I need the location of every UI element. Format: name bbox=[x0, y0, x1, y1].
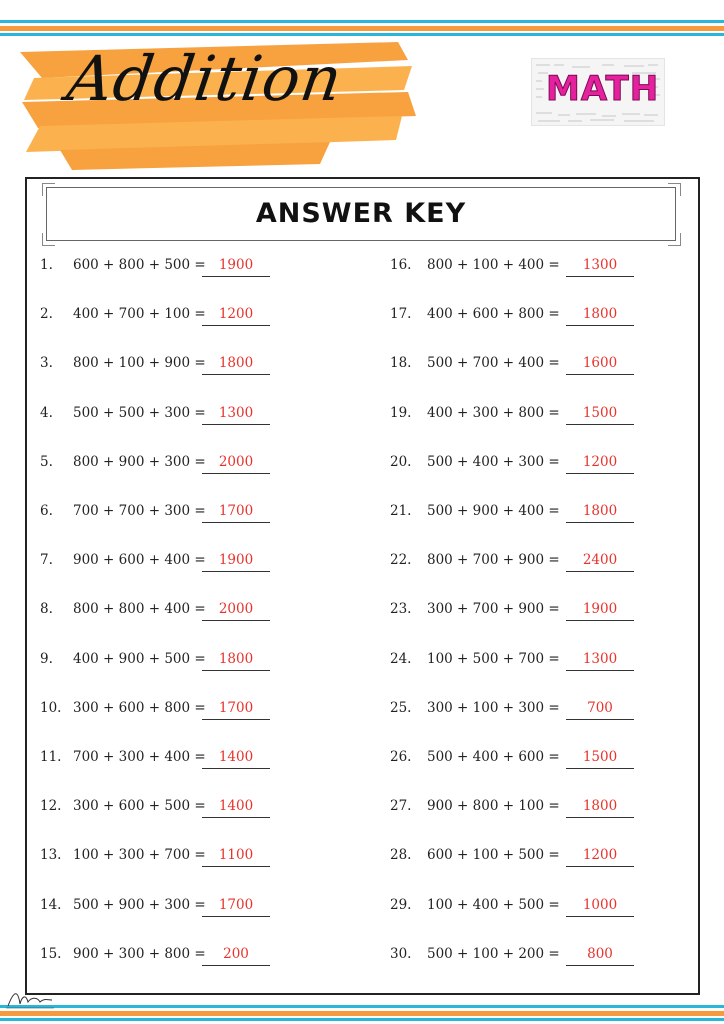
problem-expression: 900 + 800 + 100 = bbox=[427, 798, 560, 815]
worksheet-frame bbox=[25, 177, 700, 995]
problem-expression: 300 + 100 + 300 = bbox=[427, 699, 560, 716]
problem-number: 17. bbox=[390, 306, 412, 323]
answer-value: 1500 bbox=[582, 749, 618, 765]
problem-expression: 600 + 800 + 500 = bbox=[73, 257, 206, 273]
problem-number: 6. bbox=[40, 503, 53, 519]
answer-value: 800 bbox=[587, 945, 613, 962]
answer-value: 1200 bbox=[582, 847, 618, 864]
problem-expression: 500 + 400 + 300 = bbox=[427, 453, 560, 470]
top-stripe-blue-2 bbox=[0, 33, 724, 36]
problem-expression: 900 + 300 + 800 = bbox=[73, 945, 206, 962]
problem-number: 24. bbox=[390, 650, 412, 667]
answer-value: 1400 bbox=[218, 798, 254, 815]
bottom-stripe-blue-2 bbox=[0, 1018, 724, 1021]
problem-number: 2. bbox=[40, 306, 53, 323]
problem-row bbox=[40, 601, 330, 625]
answer-line bbox=[566, 817, 634, 818]
answer-line bbox=[566, 374, 634, 375]
problem-expression: 800 + 800 + 400 = bbox=[73, 601, 206, 618]
problem-expression: 400 + 300 + 800 = bbox=[427, 404, 560, 421]
answer-value: 1900 bbox=[582, 601, 618, 618]
answer-line bbox=[202, 620, 270, 621]
answer-value: 1800 bbox=[582, 306, 618, 323]
answer-value: 2000 bbox=[218, 453, 254, 470]
problem-row bbox=[40, 651, 330, 675]
answer-line bbox=[202, 719, 270, 720]
problem-row bbox=[40, 897, 330, 921]
answer-line bbox=[202, 670, 270, 671]
answer-value: 1800 bbox=[218, 650, 254, 667]
problem-expression: 800 + 100 + 900 = bbox=[73, 355, 206, 372]
problem-expression: 100 + 500 + 700 = bbox=[427, 650, 560, 667]
problem-number: 8. bbox=[40, 601, 53, 618]
answer-value: 1800 bbox=[582, 798, 618, 815]
problem-row bbox=[390, 552, 680, 576]
answer-line bbox=[202, 325, 270, 326]
answer-line bbox=[202, 374, 270, 375]
answer-line bbox=[566, 719, 634, 720]
problem-number: 20. bbox=[390, 453, 412, 470]
answer-line bbox=[566, 965, 634, 966]
problem-expression: 800 + 900 + 300 = bbox=[73, 453, 206, 470]
problem-expression: 300 + 600 + 800 = bbox=[73, 699, 206, 716]
answer-line bbox=[566, 424, 634, 425]
problem-row bbox=[40, 798, 330, 822]
answer-value: 1000 bbox=[582, 896, 618, 913]
answer-value: 1800 bbox=[582, 503, 618, 519]
problem-expression: 800 + 700 + 900 = bbox=[427, 552, 560, 569]
answer-line bbox=[566, 670, 634, 671]
problem-number: 11. bbox=[40, 749, 62, 765]
math-logo bbox=[531, 58, 665, 126]
answer-line bbox=[566, 768, 634, 769]
page-title: Addition bbox=[62, 42, 348, 115]
problem-row bbox=[390, 651, 680, 675]
problem-number: 21. bbox=[390, 503, 412, 519]
problem-number: 15. bbox=[40, 945, 62, 962]
problem-expression: 600 + 100 + 500 = bbox=[427, 847, 560, 864]
problem-number: 26. bbox=[390, 749, 412, 765]
problem-row bbox=[40, 503, 330, 527]
answer-line bbox=[202, 522, 270, 523]
problem-expression: 500 + 700 + 400 = bbox=[427, 355, 560, 372]
problem-number: 22. bbox=[390, 552, 412, 569]
top-stripe-orange bbox=[0, 26, 724, 31]
problem-number: 12. bbox=[40, 798, 62, 815]
answer-value: 1700 bbox=[218, 896, 254, 913]
answer-value: 1100 bbox=[218, 847, 254, 864]
answer-value: 1600 bbox=[582, 355, 618, 372]
answer-value: 1800 bbox=[218, 355, 254, 372]
problem-expression: 900 + 600 + 400 = bbox=[73, 552, 206, 569]
problem-expression: 800 + 100 + 400 = bbox=[427, 257, 560, 273]
problem-number: 14. bbox=[40, 896, 62, 913]
problem-number: 27. bbox=[390, 798, 412, 815]
problem-row bbox=[40, 405, 330, 429]
answer-line bbox=[202, 817, 270, 818]
answer-line bbox=[566, 571, 634, 572]
problem-number: 18. bbox=[390, 355, 412, 372]
answer-value: 200 bbox=[223, 945, 249, 962]
problem-expression: 100 + 300 + 700 = bbox=[73, 847, 206, 864]
problem-row bbox=[390, 503, 680, 527]
problem-number: 4. bbox=[40, 404, 53, 421]
problem-row bbox=[390, 847, 680, 871]
problem-number: 16. bbox=[390, 257, 412, 273]
problem-expression: 500 + 100 + 200 = bbox=[427, 945, 560, 962]
problem-number: 3. bbox=[40, 355, 53, 372]
problem-expression: 700 + 700 + 300 = bbox=[73, 503, 206, 519]
problem-number: 28. bbox=[390, 847, 412, 864]
answer-line bbox=[566, 325, 634, 326]
problem-row bbox=[390, 454, 680, 478]
answer-line bbox=[202, 424, 270, 425]
problem-expression: 300 + 700 + 900 = bbox=[427, 601, 560, 618]
problem-expression: 400 + 600 + 800 = bbox=[427, 306, 560, 323]
problem-row bbox=[390, 257, 680, 281]
problem-number: 30. bbox=[390, 945, 412, 962]
problem-expression: 500 + 400 + 600 = bbox=[427, 749, 560, 765]
answer-line bbox=[202, 276, 270, 277]
problem-expression: 400 + 700 + 100 = bbox=[73, 306, 206, 323]
answer-value: 1700 bbox=[218, 699, 254, 716]
problem-row bbox=[40, 700, 330, 724]
answer-line bbox=[566, 473, 634, 474]
answer-value: 1300 bbox=[582, 650, 618, 667]
answer-value: 700 bbox=[587, 699, 613, 716]
problem-row bbox=[390, 749, 680, 773]
problem-row bbox=[390, 601, 680, 625]
problem-row bbox=[40, 257, 330, 281]
answer-line bbox=[566, 522, 634, 523]
math-logo-text: MATH bbox=[546, 69, 660, 109]
answer-line bbox=[202, 916, 270, 917]
answer-line bbox=[202, 965, 270, 966]
problem-row bbox=[40, 749, 330, 773]
problem-expression: 500 + 900 + 400 = bbox=[427, 503, 560, 519]
answer-line bbox=[202, 571, 270, 572]
problem-row bbox=[40, 552, 330, 576]
answer-line bbox=[566, 620, 634, 621]
answer-value: 1900 bbox=[218, 552, 254, 569]
problem-row bbox=[40, 946, 330, 970]
problem-expression: 700 + 300 + 400 = bbox=[73, 749, 206, 765]
problem-row bbox=[40, 355, 330, 379]
problem-row bbox=[390, 405, 680, 429]
answer-key-title: ANSWER KEY bbox=[255, 198, 467, 229]
problem-row bbox=[390, 798, 680, 822]
problem-number: 7. bbox=[40, 552, 53, 569]
problem-row bbox=[40, 847, 330, 871]
answer-line bbox=[566, 916, 634, 917]
problem-number: 10. bbox=[40, 699, 62, 716]
problem-row bbox=[390, 700, 680, 724]
problem-expression: 100 + 400 + 500 = bbox=[427, 896, 560, 913]
problem-expression: 500 + 500 + 300 = bbox=[73, 404, 206, 421]
problem-row bbox=[390, 355, 680, 379]
problem-number: 1. bbox=[40, 257, 53, 273]
answer-value: 1300 bbox=[582, 257, 618, 273]
answer-value: 1900 bbox=[218, 257, 254, 273]
problem-number: 25. bbox=[390, 699, 412, 716]
problem-number: 5. bbox=[40, 453, 53, 470]
answer-line bbox=[202, 473, 270, 474]
problem-row bbox=[40, 454, 330, 478]
bottom-stripe-blue bbox=[0, 1005, 724, 1008]
problem-row bbox=[40, 306, 330, 330]
problem-number: 9. bbox=[40, 650, 53, 667]
answer-value: 1200 bbox=[582, 453, 618, 470]
problem-number: 13. bbox=[40, 847, 62, 864]
problem-expression: 400 + 900 + 500 = bbox=[73, 650, 206, 667]
answer-line bbox=[202, 866, 270, 867]
answer-line bbox=[566, 866, 634, 867]
bottom-stripe-orange bbox=[0, 1011, 724, 1016]
problem-number: 29. bbox=[390, 896, 412, 913]
problem-row bbox=[390, 946, 680, 970]
top-stripe-blue bbox=[0, 20, 724, 23]
answer-value: 2400 bbox=[582, 552, 618, 569]
problem-number: 23. bbox=[390, 601, 412, 618]
problem-expression: 300 + 600 + 500 = bbox=[73, 798, 206, 815]
answer-value: 1400 bbox=[218, 749, 254, 765]
answer-value: 1500 bbox=[582, 404, 618, 421]
problem-number: 19. bbox=[390, 404, 412, 421]
answer-line bbox=[202, 768, 270, 769]
answer-line bbox=[566, 276, 634, 277]
answer-value: 1700 bbox=[218, 503, 254, 519]
answer-value: 1300 bbox=[218, 404, 254, 421]
problem-expression: 500 + 900 + 300 = bbox=[73, 896, 206, 913]
problem-row bbox=[390, 897, 680, 921]
problem-row bbox=[390, 306, 680, 330]
signature-icon bbox=[4, 986, 56, 1012]
answer-value: 2000 bbox=[218, 601, 254, 618]
answer-value: 1200 bbox=[218, 306, 254, 323]
